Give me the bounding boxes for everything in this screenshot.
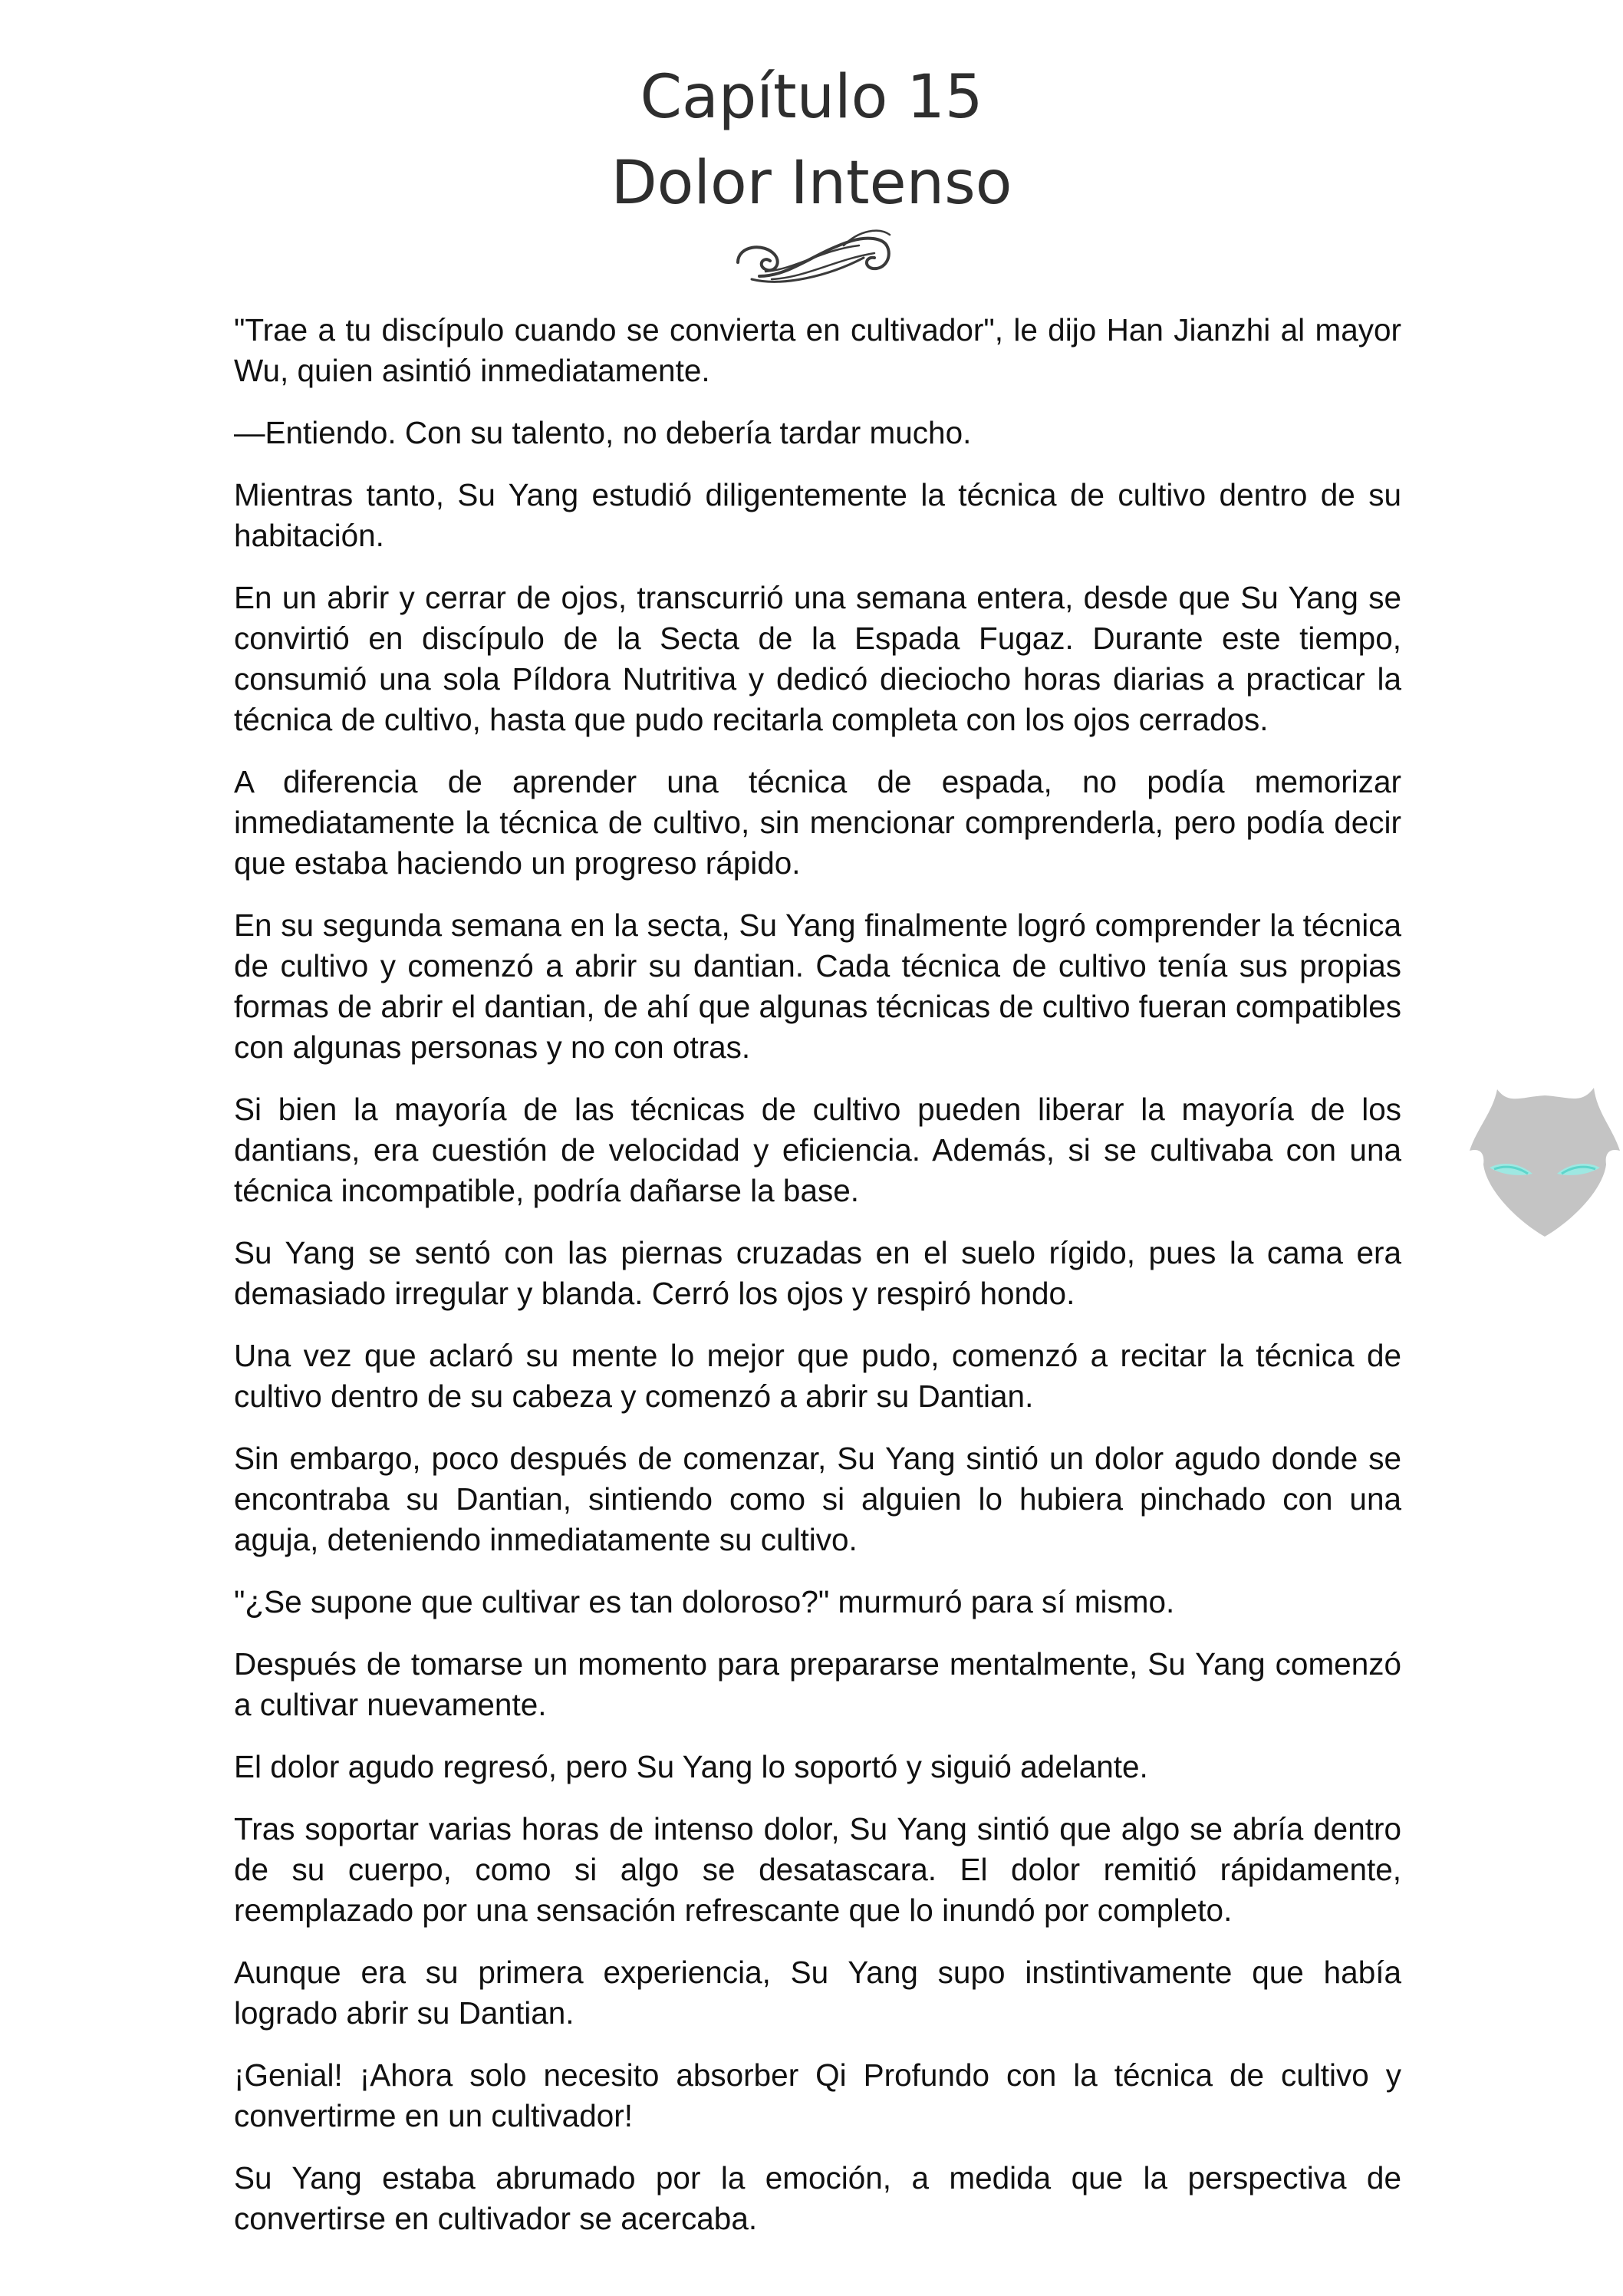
chapter-number: Capítulo 15 <box>640 63 983 133</box>
chapter-body <box>234 310 1401 2261</box>
paragraph: Una vez que aclaró su mente lo mejor que pudo, comenzó a recitar la técnica de cultivo dentro de su cabeza y comenzó a abrir su Dantian. <box>234 1338 1401 1414</box>
paragraph: A diferencia de aprender una técnica de espada, no podía memorizar inmediatamente la técnica de cultivo, sin mencionar comprenderla, pero podía decir que estaba haciendo un progreso rápido. <box>234 764 1401 881</box>
demon-mask-watermark-icon <box>1467 1074 1623 1243</box>
paragraph: Tras soportar varias horas de intenso dolor, Su Yang sintió que algo se abría dentro de su cuerpo, como si algo se desatascara. El dolor remitió rápidamente, reemplazado por una sensación refrescante que lo inundó por completo. <box>234 1811 1401 1928</box>
paragraph: En su segunda semana en la secta, Su Yang finalmente logró comprender la técnica de cultivo y comenzó a abrir su dantian. Cada técnica de cultivo tenía sus propias formas de abrir el dantian, de ahí que algunas técnicas de cultivo fueran compatibles con algunas personas y no con otras. <box>234 908 1401 1065</box>
paragraph: —Entiendo. Con su talento, no debería tardar mucho. <box>234 415 972 450</box>
paragraph: ¡Genial! ¡Ahora solo necesito absorber Qi Profundo con la técnica de cultivo y convertirme en un cultivador! <box>234 2057 1401 2133</box>
paragraph: Si bien la mayoría de las técnicas de cultivo pueden liberar la mayoría de los dantians, era cuestión de velocidad y eficiencia. Además, si se cultivaba con una técnica incompatible, podría dañarse la base. <box>234 1092 1401 1208</box>
paragraph: Su Yang estaba abrumado por la emoción, a medida que la perspectiva de convertirse en cultivador se acercaba. <box>234 2160 1401 2236</box>
paragraph: En un abrir y cerrar de ojos, transcurrió una semana entera, desde que Su Yang se convirtió en discípulo de la Secta de la Espada Fugaz. Durante este tiempo, consumió una sola Píldora Nutritiva y dedicó dieciocho horas diarias a practicar la técnica de cultivo, hasta que pudo recitarla completa con los ojos cerrados. <box>234 580 1401 737</box>
chapter-heading <box>0 54 1623 226</box>
paragraph: Aunque era su primera experiencia, Su Yang supo instintivamente que había logrado abrir su Dantian. <box>234 1955 1401 2031</box>
paragraph: "¿Se supone que cultivar es tan doloroso?" murmuró para sí mismo. <box>234 1584 1175 1619</box>
paragraph: Su Yang se sentó con las piernas cruzadas en el suelo rígido, pues la cama era demasiado irregular y blanda. Cerró los ojos y respiró hondo. <box>234 1235 1401 1311</box>
paragraph: Después de tomarse un momento para prepararse mentalmente, Su Yang comenzó a cultivar nuevamente. <box>234 1646 1401 1722</box>
paragraph: "Trae a tu discípulo cuando se convierta en cultivador", le dijo Han Jianzhi al mayor Wu, quien asintió inmediatamente. <box>234 312 1401 388</box>
paragraph: Sin embargo, poco después de comenzar, Su Yang sintió un dolor agudo donde se encontraba su Dantian, sintiendo como si alguien lo hubiera pinchado con una aguja, deteniendo inmediatamente su cultivo. <box>234 1441 1401 1557</box>
paragraph: El dolor agudo regresó, pero Su Yang lo soportó y siguió adelante. <box>234 1749 1148 1784</box>
paragraph: Mientras tanto, Su Yang estudió diligentemente la técnica de cultivo dentro de su habitación. <box>234 477 1401 553</box>
flourish-divider-icon <box>729 222 897 292</box>
chapter-title: Dolor Intenso <box>611 149 1012 219</box>
